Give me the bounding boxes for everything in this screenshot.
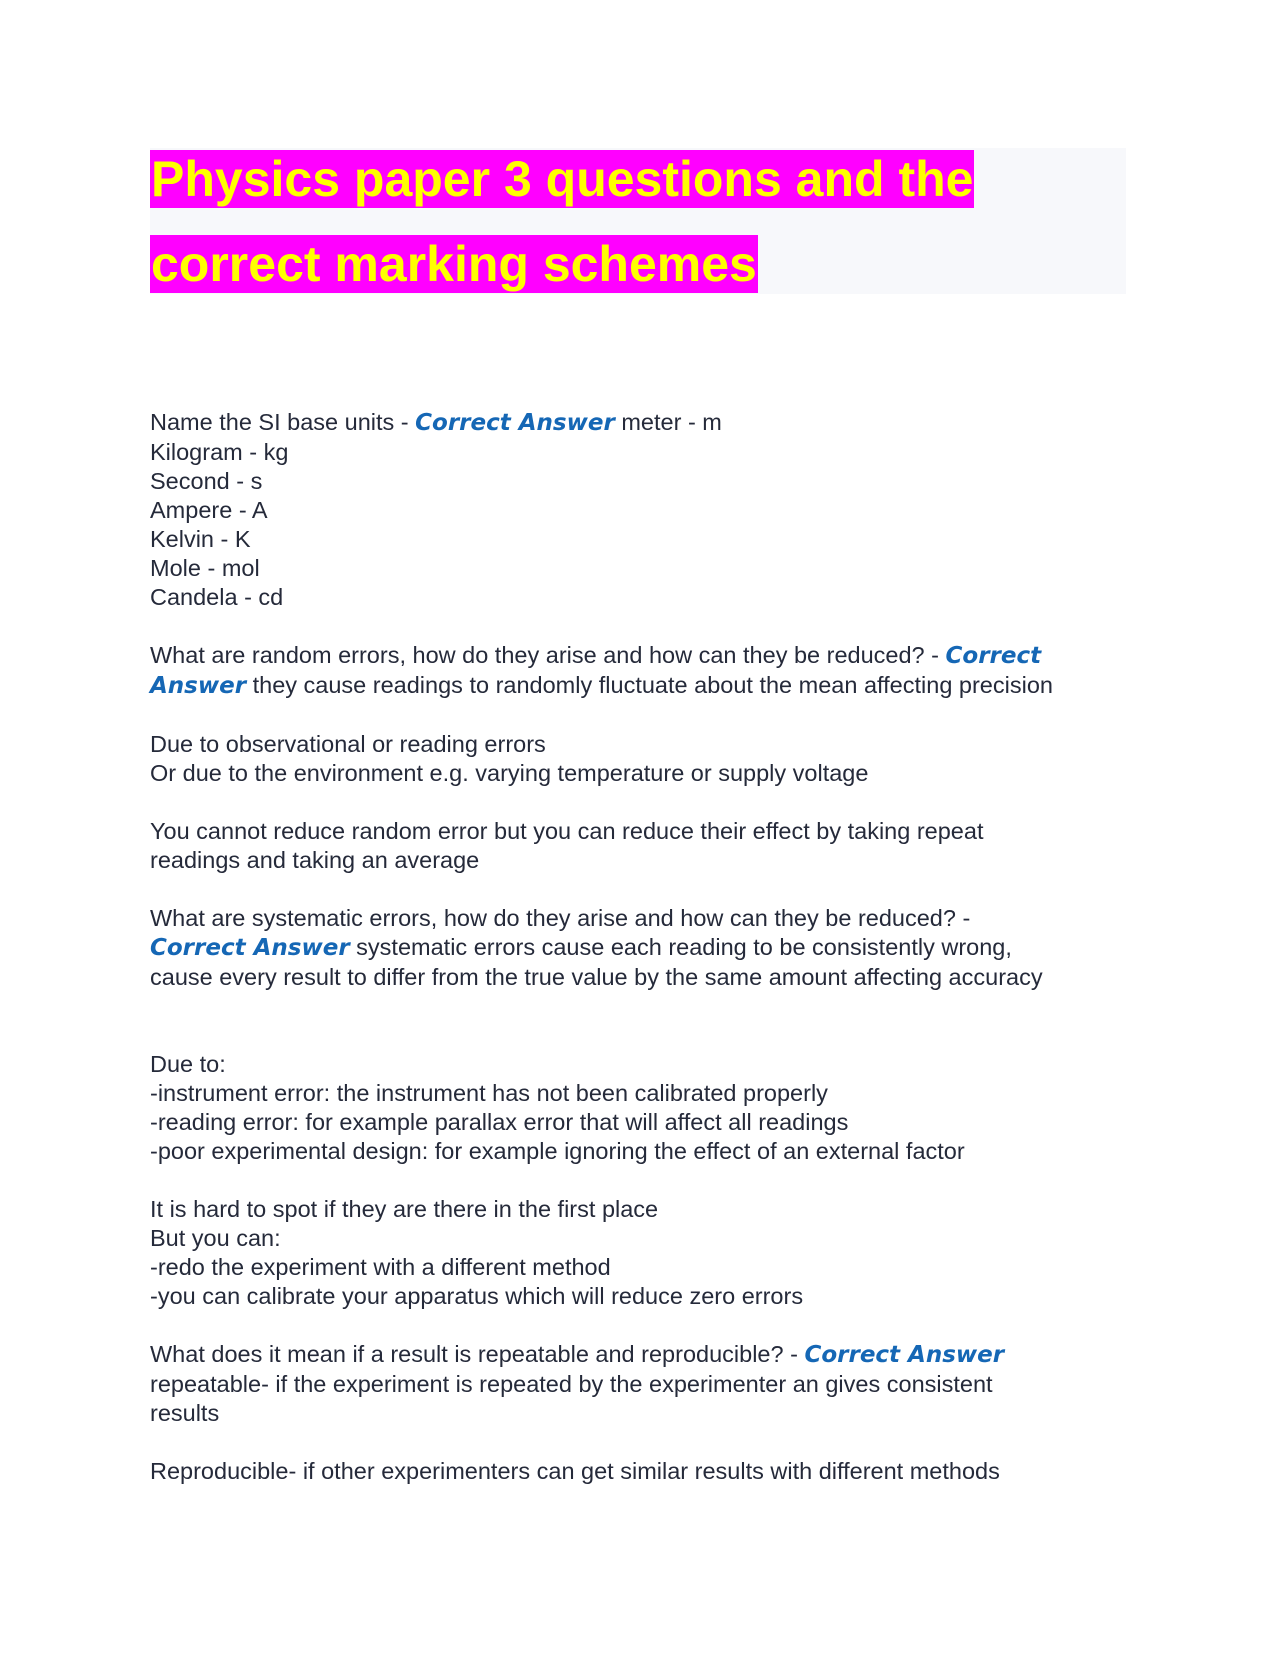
question-systematic-errors: [150, 904, 1140, 992]
definition-line: Reproducible- if other experimenters can get similar results with different methods: [150, 1458, 1000, 1484]
random-error-causes: [150, 730, 1140, 788]
cause-line: Due to:: [150, 1051, 226, 1077]
cause-line: -reading error: for example parallax error that will affect all readings: [150, 1109, 849, 1135]
cause-line: -instrument error: the instrument has not been calibrated properly: [150, 1080, 828, 1106]
answer-text: meter - m: [614, 409, 722, 435]
question-text: What does it mean if a result is repeatable and reproducible? -: [150, 1341, 805, 1367]
answer-line: repeatable- if the experiment is repeated by the experimenter an gives consistent: [150, 1371, 993, 1397]
reproducible-definition: [150, 1457, 1140, 1486]
document-body: [150, 408, 1140, 1515]
unit-item: Candela - cd: [150, 584, 284, 610]
correct-answer-label-part1: Correct: [945, 643, 1042, 669]
question-repeatable-reproducible: [150, 1340, 1140, 1428]
correct-answer-label: Correct Answer: [150, 935, 350, 961]
remedy-line: -you can calibrate your apparatus which will reduce zero errors: [150, 1283, 804, 1309]
systematic-error-causes: [150, 1050, 1140, 1166]
title-block: [150, 148, 1126, 294]
question-line: [150, 1340, 1140, 1370]
cause-line: Due to observational or reading errors: [150, 731, 546, 757]
correct-answer-label: Correct Answer: [804, 1342, 1005, 1368]
cause-line: -poor experimental design: for example ignoring the effect of an external factor: [150, 1138, 965, 1164]
correct-answer-label: Correct Answer: [415, 410, 615, 436]
unit-item: Mole - mol: [150, 555, 260, 581]
random-error-reduction: [150, 817, 1140, 875]
reduction-line: You cannot reduce random error but you can reduce their effect by taking repeat: [150, 818, 984, 844]
question-line: [150, 641, 1140, 671]
unit-item: Ampere - A: [150, 497, 268, 523]
question-text: What are random errors, how do they arise and how can they be reduced? -: [150, 642, 946, 668]
answer-line: cause every result to differ from the true value by the same amount affecting accuracy: [150, 964, 1043, 990]
cause-line: Or due to the environment e.g. varying temperature or supply voltage: [150, 760, 869, 786]
answer-text: systematic errors cause each reading to be consistently wrong,: [349, 934, 1012, 960]
reduction-line: readings and taking an average: [150, 847, 480, 873]
title-line-2: correct marking schemes: [151, 236, 757, 292]
unit-item: Kelvin - K: [150, 526, 251, 552]
question-random-errors: [150, 641, 1140, 701]
remedy-line: But you can:: [150, 1225, 281, 1251]
question-text: Name the SI base units -: [150, 409, 416, 435]
answer-text: they cause readings to randomly fluctuate about the mean affecting precision: [246, 672, 1053, 698]
question-line: [150, 408, 1140, 438]
remedy-line: -redo the experiment with a different method: [150, 1254, 611, 1280]
remedy-line: It is hard to spot if they are there in the first place: [150, 1196, 659, 1222]
unit-item: Second - s: [150, 468, 263, 494]
title-line-1: Physics paper 3 questions and the: [151, 151, 974, 207]
question-si-units: [150, 408, 1140, 612]
unit-item: Kilogram - kg: [150, 439, 289, 465]
question-text: What are systematic errors, how do they arise and how can they be reduced? -: [150, 905, 971, 931]
answer-line: [150, 671, 1140, 701]
correct-answer-label-part2: Answer: [150, 673, 247, 699]
answer-line: [150, 933, 1140, 963]
systematic-error-remedies: [150, 1195, 1140, 1311]
answer-line: results: [150, 1400, 220, 1426]
